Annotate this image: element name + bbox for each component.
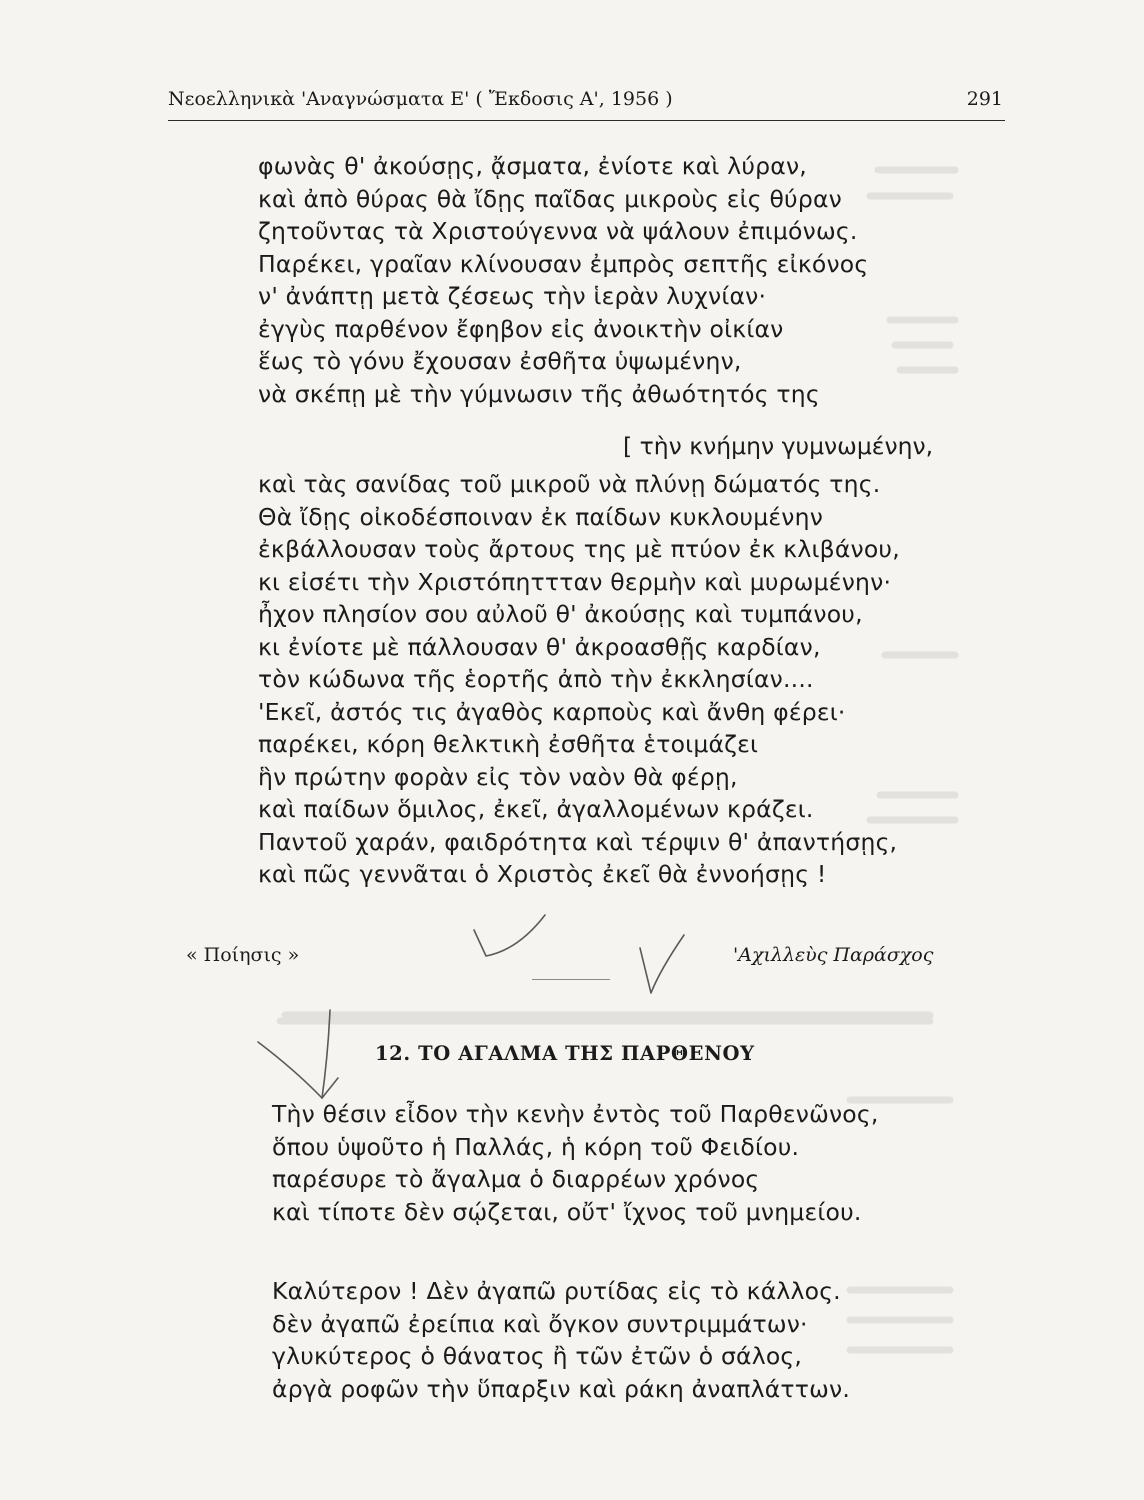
verse-line: δὲν ἀγαπῶ ἐρείπια καὶ ὄγκον συντριμμάτων·	[272, 1309, 808, 1338]
verse-line: 'Εκεῖ, ἀστός τις ἀγαθὸς καρποὺς καὶ ἄνθη φέρει·	[258, 697, 846, 726]
poem1-lines-b	[258, 468, 900, 891]
poem2-stanza-1	[272, 1098, 879, 1228]
poem-source: « Ποίησις »	[186, 944, 300, 966]
verse-line: Θὰ ἴδῃς οἰκοδέσποιναν ἐκ παίδων κυκλουμένην	[258, 502, 824, 531]
header-title: Νεοελληνικὰ 'Αναγνώσματα Ε' ( Ἔκδοσις Α', 1956 )	[168, 88, 673, 110]
check-mark-3-stem	[322, 1010, 330, 1098]
verse-line: κι ἐνίοτε μὲ πάλλουσαν θ' ἀκροασθῇς καρδίαν,	[258, 632, 821, 661]
poem2-stanza-2	[272, 1275, 850, 1405]
verse-line: ἣν πρώτην φορὰν εἰς τὸν ναὸν θὰ φέρῃ,	[258, 762, 738, 791]
verse-line: ἐγγὺς παρθένον ἔφηβον εἰς ἀνοικτὴν οἰκίαν	[258, 314, 784, 343]
section-divider	[532, 979, 610, 980]
poem-author: 'Αχιλλεὺς Παράσχος	[733, 944, 934, 966]
verse-line: Τὴν θέσιν εἶδον τὴν κενὴν ἐντὸς τοῦ Παρθενῶνος,	[272, 1100, 879, 1128]
check-mark-1	[474, 915, 545, 956]
verse-line: παρέσυρε τὸ ἄγαλμα ὁ διαρρέων χρόνος	[272, 1165, 760, 1193]
verse-line: ν' ἀνάπτῃ μετὰ ζέσεως τὴν ἱερὰν λυχνίαν·	[258, 282, 767, 310]
verse-line: ζητοῦντας τὰ Χριστούγεννα νὰ ψάλουν ἐπιμόνως.	[258, 217, 858, 245]
verse-line: ὅπου ὑψοῦτο ἡ Παλλάς, ἡ κόρη τοῦ Φειδίου.	[272, 1132, 800, 1161]
verse-line: Παρέκει, γραῖαν κλίνουσαν ἐμπρὸς σεπτῆς εἰκόνος	[258, 249, 869, 278]
verse-line: καὶ τὰς σανίδας τοῦ μικροῦ νὰ πλύνῃ δώματός της.	[258, 470, 881, 498]
check-mark-3	[258, 1042, 322, 1098]
verse-line: γλυκύτερος ὁ θάνατος ἢ τῶν ἐτῶν ὁ σάλος,	[272, 1342, 803, 1370]
verse-line: καὶ τίποτε δὲν σῴζεται, οὔτ' ἴχνος τοῦ μνημείου.	[272, 1197, 862, 1226]
verse-line: ἀργὰ ροφῶν τὴν ὕπαρξιν καὶ ράκη ἀναπλάττων.	[272, 1374, 851, 1403]
verse-line-right-aligned: [ τὴν κνήμην γυμνωμένην,	[623, 432, 934, 460]
verse-line: Καλύτερον ! Δὲν ἀγαπῶ ρυτίδας εἰς τὸ κάλλος.	[272, 1277, 841, 1305]
check-mark-3-tail	[322, 1078, 338, 1098]
check-mark-2	[640, 935, 684, 993]
verse-line: παρέκει, κόρη θελκτικὴ ἐσθῆτα ἑτοιμάζει	[258, 730, 759, 758]
section-heading: 12. ΤΟ ΑΓΑΛΜΑ ΤΗΣ ΠΑΡΘΕΝΟΥ	[375, 1042, 755, 1065]
verse-line: νὰ σκέπῃ μὲ τὴν γύμνωσιν τῆς ἀθωότητός της	[258, 379, 820, 408]
poem1-lines-a	[258, 150, 868, 410]
verse-line: ἐκβάλλουσαν τοὺς ἄρτους της μὲ πτύον ἐκ κλιβάνου,	[258, 535, 900, 563]
page-number: 291	[966, 88, 1003, 110]
verse-line: καὶ ἀπὸ θύρας θὰ ἴδῃς παῖδας μικροὺς εἰς θύραν	[258, 184, 842, 213]
verse-line: Παντοῦ χαράν, φαιδρότητα καὶ τέρψιν θ' ἀπαντήσῃς,	[258, 827, 898, 856]
verse-line: καὶ παίδων ὅμιλος, ἐκεῖ, ἀγαλλομένων κράζει.	[258, 795, 814, 823]
pencil-check-marks	[258, 915, 684, 1098]
verse-line: τὸν κώδωνα τῆς ἑορτῆς ἀπὸ τὴν ἐκκλησίαν....	[258, 665, 814, 693]
verse-line: φωνὰς θ' ἀκούσῃς, ᾄσματα, ἐνίοτε καὶ λύραν,	[258, 152, 807, 180]
running-header	[168, 84, 1005, 121]
verse-line: καὶ πῶς γεννᾶται ὁ Χριστὸς ἐκεῖ θὰ ἐννοήσῃς !	[258, 860, 827, 888]
verse-line: κι εἰσέτι τὴν Χριστόπηττταν θερμὴν καὶ μυρωμένην·	[258, 567, 892, 596]
verse-line: ἕως τὸ γόνυ ἔχουσαν ἐσθῆτα ὑψωμένην,	[258, 347, 742, 375]
verse-line: ἦχον πλησίον σου αὐλοῦ θ' ἀκούσῃς καὶ τυμπάνου,	[258, 600, 863, 628]
